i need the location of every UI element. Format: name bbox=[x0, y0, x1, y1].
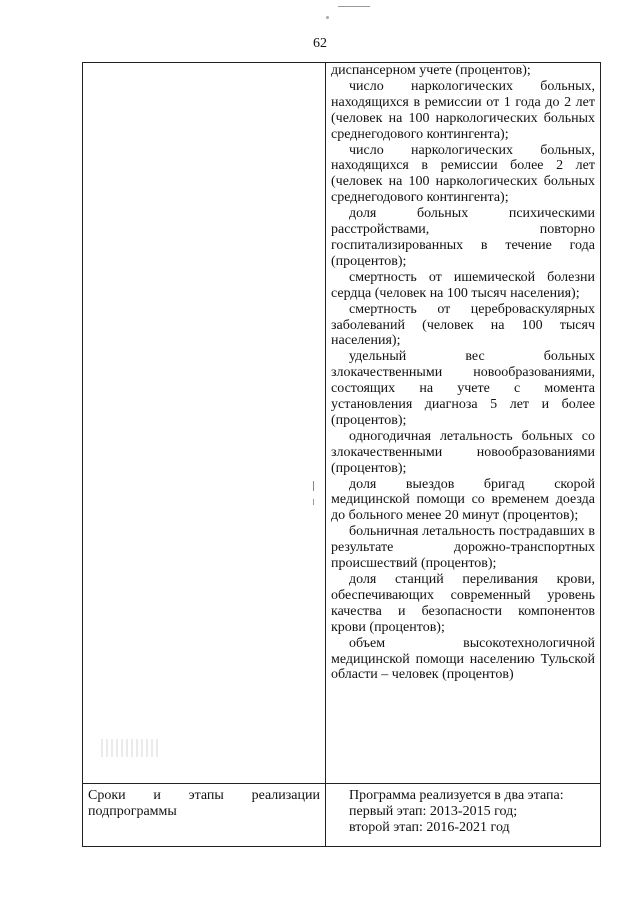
timeline-value-cell bbox=[326, 784, 601, 847]
label-word: реализации bbox=[251, 788, 320, 803]
program-table bbox=[82, 62, 601, 847]
faded-stamp bbox=[101, 739, 161, 757]
timeline-label-cell bbox=[83, 784, 326, 847]
label-word: Сроки bbox=[88, 788, 126, 803]
left-cell-empty bbox=[83, 63, 326, 784]
list-item: диспансерном учете (процентов); bbox=[331, 63, 531, 78]
scan-mark bbox=[313, 499, 314, 505]
list-item: число наркологических больных, находящихся в ремиссии от 1 года до 2 лет (человек на 100 наркологических больных среднегодового контингента); bbox=[331, 78, 595, 142]
list-item: смертность от ишемической болезни сердца (человек на 100 тысяч населения); bbox=[331, 269, 595, 301]
timeline-line: первый этап: 2013-2015 год; bbox=[349, 804, 518, 819]
scan-mark bbox=[313, 481, 314, 491]
list-item: смертность от цереброваскулярных заболеваний (человек на 100 тысяч населения); bbox=[331, 301, 595, 349]
list-item: одногодичная летальность больных со злокачественными новообразованиями (процентов); bbox=[331, 428, 595, 476]
label-word: и bbox=[153, 788, 161, 803]
timeline-line: Программа реализуется в два этапа: bbox=[349, 788, 564, 803]
list-item: число наркологических больных, находящихся в ремиссии более 2 лет (человек на 100 наркологических больных среднегодового контингента); bbox=[331, 142, 595, 206]
scan-dot bbox=[326, 16, 329, 19]
label-word: этапы bbox=[188, 788, 224, 803]
list-item: доля выездов бригад скорой медицинской помощи со временем доезда до больного менее 20 минут (процентов); bbox=[331, 476, 595, 524]
table-row-timeline bbox=[83, 784, 601, 847]
list-item: доля больных психическими расстройствами, повторно госпитализированных в течение года (процентов); bbox=[331, 206, 595, 269]
indicators-cell bbox=[326, 63, 601, 784]
label-line: подпрограммы bbox=[88, 804, 177, 819]
list-item: больничная летальность пострадавших в результате дорожно-транспортных происшествий (процентов); bbox=[331, 524, 595, 572]
list-item: удельный вес больных злокачественными новообразованиями, состоящих на учете с момента установления диагноза 5 лет и более (процентов); bbox=[331, 349, 595, 428]
indicators-list bbox=[326, 63, 600, 683]
list-item: доля станций переливания крови, обеспечивающих современный уровень качества и безопасности компонентов крови (процентов); bbox=[331, 572, 595, 635]
table-row-indicators bbox=[83, 63, 601, 784]
page-number: 62 bbox=[313, 36, 327, 51]
scan-mark bbox=[338, 6, 370, 7]
timeline-line: второй этап: 2016-2021 год bbox=[349, 820, 510, 835]
list-item: объем высокотехнологичной медицинской помощи населению Тульской области – человек (процентов) bbox=[331, 635, 595, 683]
